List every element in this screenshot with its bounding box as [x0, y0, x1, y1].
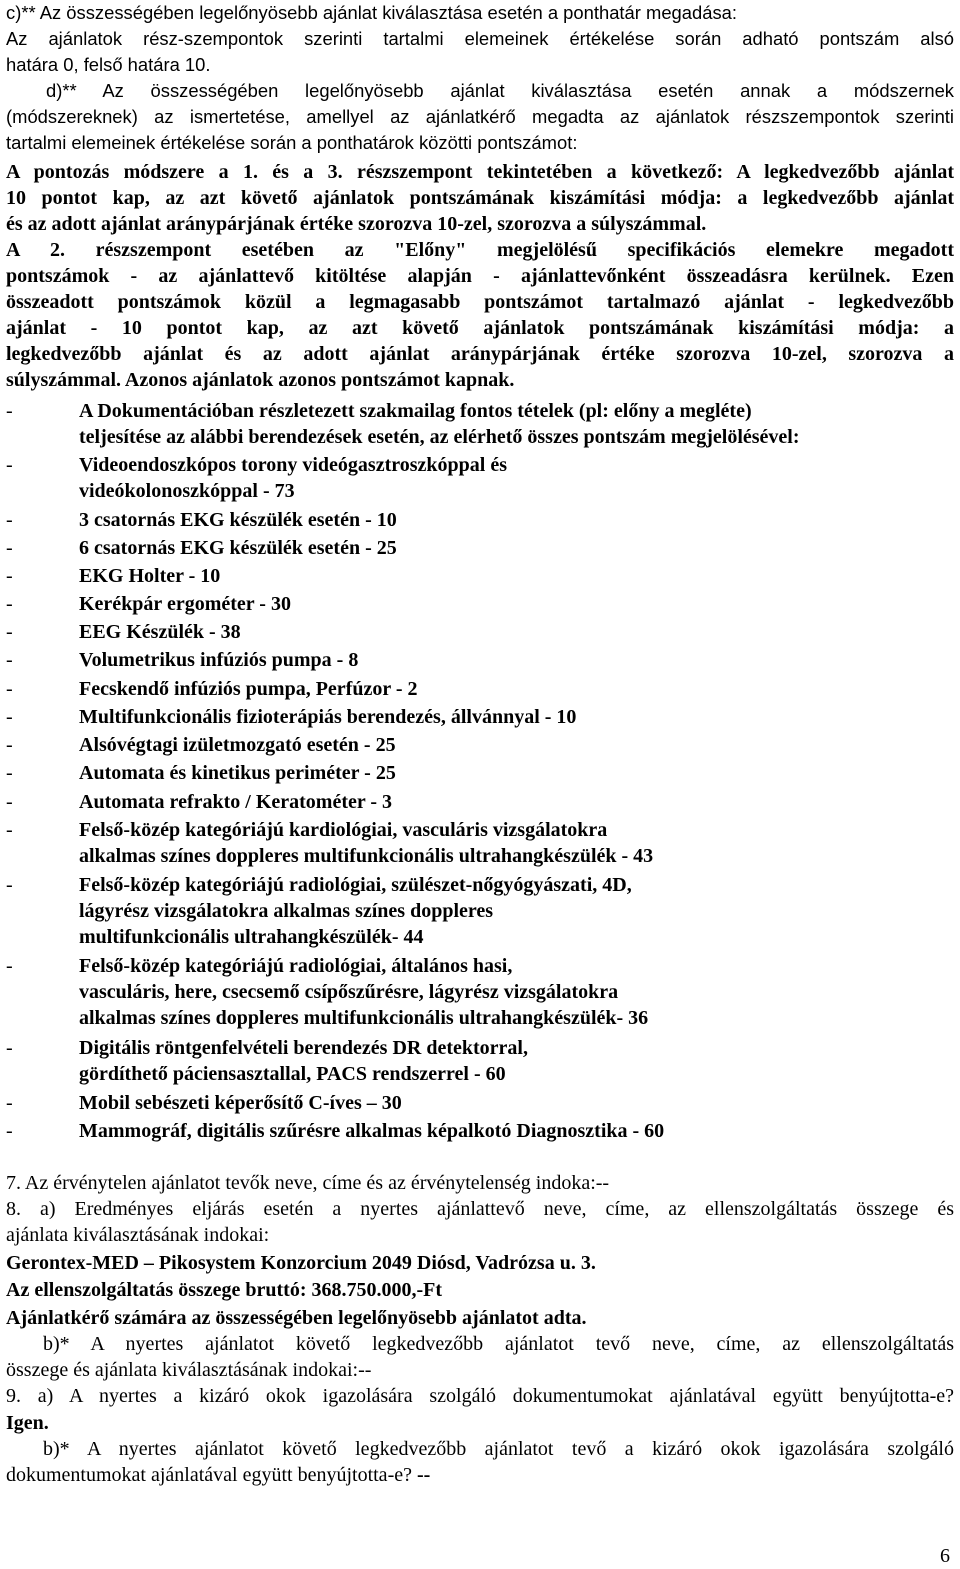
- section8b-line1: b)* A nyertes ajánlatot követő legkedvezőbb ajánlatot tevő neve, címe, az ellenszolgáltatás: [43, 1333, 954, 1355]
- list-dash: -: [6, 537, 13, 559]
- section9b-line1: b)* A nyertes ajánlatot követő legkedvezőbb ajánlatot tevő a kizáró okok igazolására szolgáló: [43, 1438, 954, 1460]
- page-number: 6: [940, 1545, 950, 1567]
- contract-amount: Az ellenszolgáltatás összege bruttó: 368.750.000,-Ft: [6, 1279, 443, 1301]
- method-line-2: 10 pontot kap, az azt követő ajánlatok pontszámának kiszámítási módja: a legkedvezőbb ajánlat: [6, 187, 954, 209]
- winner-name: Gerontex-MED – Pikosystem Konzorcium 2049 Diósd, Vadrózsa u. 3.: [6, 1252, 596, 1274]
- section9b-question: dokumentumokat ajánlatával együtt benyújtotta-e?: [6, 1464, 417, 1486]
- list-item-14-line1: Felső-közép kategóriájú radiológiai, szülészet-nőgyógyászati, 4D,: [79, 874, 632, 896]
- list-item-1-line1: Videoendoszkópos torony videógasztroszkóppal és: [79, 454, 508, 476]
- list-item-4: EKG Holter - 10: [79, 565, 221, 587]
- list-dash: -: [6, 734, 13, 756]
- list-item-15-line1: Felső-közép kategóriájú radiológiai, általános hasi,: [79, 955, 513, 977]
- section7-line: 7. Az érvénytelen ajánlatot tevők neve, címe és az érvénytelenség indoka:--: [6, 1172, 610, 1194]
- list-item-0-line2: teljesítése az alábbi berendezések esetén, az elérhető összes pontszám megjelölésével:: [79, 426, 800, 448]
- list-dash: -: [6, 454, 13, 476]
- list-item-5: Kerékpár ergométer - 30: [79, 593, 291, 615]
- list-item-6: EEG Készülék - 38: [79, 621, 241, 643]
- list-dash: -: [6, 762, 13, 784]
- list-item-12: Automata refrakto / Keratométer - 3: [79, 791, 393, 813]
- method-line-8: legkedvezőbb ajánlat és az adott ajánlat aránypárjának értéke szorozva 10-zel, szorozva a: [6, 343, 954, 365]
- section9a-answer: Igen.: [6, 1412, 49, 1434]
- list-dash: -: [6, 565, 13, 587]
- list-dash: -: [6, 706, 13, 728]
- c-ponthatar-line3: határa 0, felső határa 10.: [6, 54, 211, 75]
- section8a-line2: ajánlata kiválasztásának indokai:: [6, 1224, 270, 1246]
- d-modszer-line2: (módszereknek) az ismertetése, amellyel az ajánlatkérő megadta az ajánlatok részszempontok szerinti: [6, 106, 954, 127]
- list-item-1-line2: videókolonoszkóppal - 73: [79, 480, 295, 502]
- list-dash: -: [6, 791, 13, 813]
- d-modszer-line3: tartalmi elemeinek értékelése során a ponthatárok közötti pontszámot:: [6, 132, 578, 153]
- section8b-line2: összege és ajánlata kiválasztásának indokai:--: [6, 1359, 372, 1381]
- d-modszer-line1: d)** Az összességében legelőnyösebb ajánlat kiválasztása esetén annak a módszernek: [46, 80, 954, 101]
- list-item-0-line1: A Dokumentációban részletezett szakmailag fontos tételek (pl: előny a megléte): [79, 400, 752, 422]
- list-item-15-line3: alkalmas színes doppleres multifunkcionális ultrahangkészülék- 36: [79, 1007, 649, 1029]
- c-ponthatar-line1: c)** Az összességében legelőnyösebb ajánlat kiválasztása esetén a ponthatár megadása:: [6, 2, 737, 23]
- award-reason: Ajánlatkérő számára az összességében legelőnyösebb ajánlatot adta.: [6, 1307, 587, 1329]
- list-dash: -: [6, 621, 13, 643]
- list-item-13-line2: alkalmas színes doppleres multifunkcionális ultrahangkészülék - 43: [79, 845, 654, 867]
- section9b-answer: --: [416, 1464, 431, 1486]
- c-ponthatar-line2: Az ajánlatok rész-szempontok szerinti tartalmi elemeinek értékelése során adható pontszám alsó: [6, 28, 954, 49]
- method-line-4: A 2. részszempont esetében az "Előny" megjelölésű specifikációs elemekre megadott: [6, 239, 954, 261]
- list-item-16-line2: gördíthető páciensasztallal, PACS rendszerrel - 60: [79, 1063, 506, 1085]
- list-item-9: Multifunkcionális fizioterápiás berendezés, állvánnyal - 10: [79, 706, 577, 728]
- section9b-line2: [6, 1462, 954, 1488]
- list-item-17: Mobil sebészeti képerősítő C-íves – 30: [79, 1092, 402, 1114]
- list-dash: -: [6, 819, 13, 841]
- list-item-18: Mammográf, digitális szűrésre alkalmas képalkotó Diagnosztika - 60: [79, 1120, 665, 1142]
- list-item-10: Alsóvégtagi izületmozgató esetén - 25: [79, 734, 396, 756]
- list-item-16-line1: Digitális röntgenfelvételi berendezés DR detektorral,: [79, 1037, 528, 1059]
- list-dash: -: [6, 509, 13, 531]
- list-dash: -: [6, 678, 13, 700]
- list-item-8: Fecskendő infúziós pumpa, Perfúzor - 2: [79, 678, 418, 700]
- list-item-2: 3 csatornás EKG készülék esetén - 10: [79, 509, 397, 531]
- list-item-13-line1: Felső-közép kategóriájú kardiológiai, vasculáris vizsgálatokra: [79, 819, 608, 841]
- list-dash: -: [6, 1092, 13, 1114]
- list-item-15-line2: vasculáris, here, csecsemő csípőszűrésre, lágyrész vizsgálatokra: [79, 981, 619, 1003]
- list-item-14-line2: lágyrész vizsgálatokra alkalmas színes doppleres: [79, 900, 494, 922]
- list-dash: -: [6, 874, 13, 896]
- method-line-3: és az adott ajánlat aránypárjának értéke szorozva 10-zel, szorozva a súlyszámmal.: [6, 213, 707, 235]
- method-line-7: ajánlat - 10 pontot kap, az azt követő ajánlatok pontszámának kiszámítási módja: a: [6, 317, 954, 339]
- list-item-11: Automata és kinetikus periméter - 25: [79, 762, 396, 784]
- list-dash: -: [6, 400, 13, 422]
- section9a-line1: 9. a) A nyertes a kizáró okok igazolására szolgáló dokumentumokat ajánlatával együtt benyújtotta-e?: [6, 1385, 954, 1407]
- method-line-5: pontszámok - az ajánlattevő kitöltése alapján - ajánlattevőnként összeadásra kerülnek. Ezen: [6, 265, 954, 287]
- list-item-14-line3: multifunkcionális ultrahangkészülék- 44: [79, 926, 424, 948]
- list-dash: -: [6, 955, 13, 977]
- list-dash: -: [6, 1120, 13, 1142]
- list-dash: -: [6, 1037, 13, 1059]
- method-line-1: A pontozás módszere a 1. és a 3. részszempont tekintetében a következő: A legkedvezőbb ajánlat: [6, 161, 954, 183]
- list-item-3: 6 csatornás EKG készülék esetén - 25: [79, 537, 397, 559]
- method-line-9: súlyszámmal. Azonos ajánlatok azonos pontszámot kapnak.: [6, 369, 515, 391]
- list-item-7: Volumetrikus infúziós pumpa - 8: [79, 649, 359, 671]
- list-dash: -: [6, 593, 13, 615]
- list-dash: -: [6, 649, 13, 671]
- section8a-line1: 8. a) Eredményes eljárás esetén a nyertes ajánlattevő neve, címe, az ellenszolgáltatás összege és: [6, 1198, 954, 1220]
- method-line-6: összeadott pontszámok közül a legmagasabb pontszámot tartalmazó ajánlat - legkedvezőbb: [6, 291, 954, 313]
